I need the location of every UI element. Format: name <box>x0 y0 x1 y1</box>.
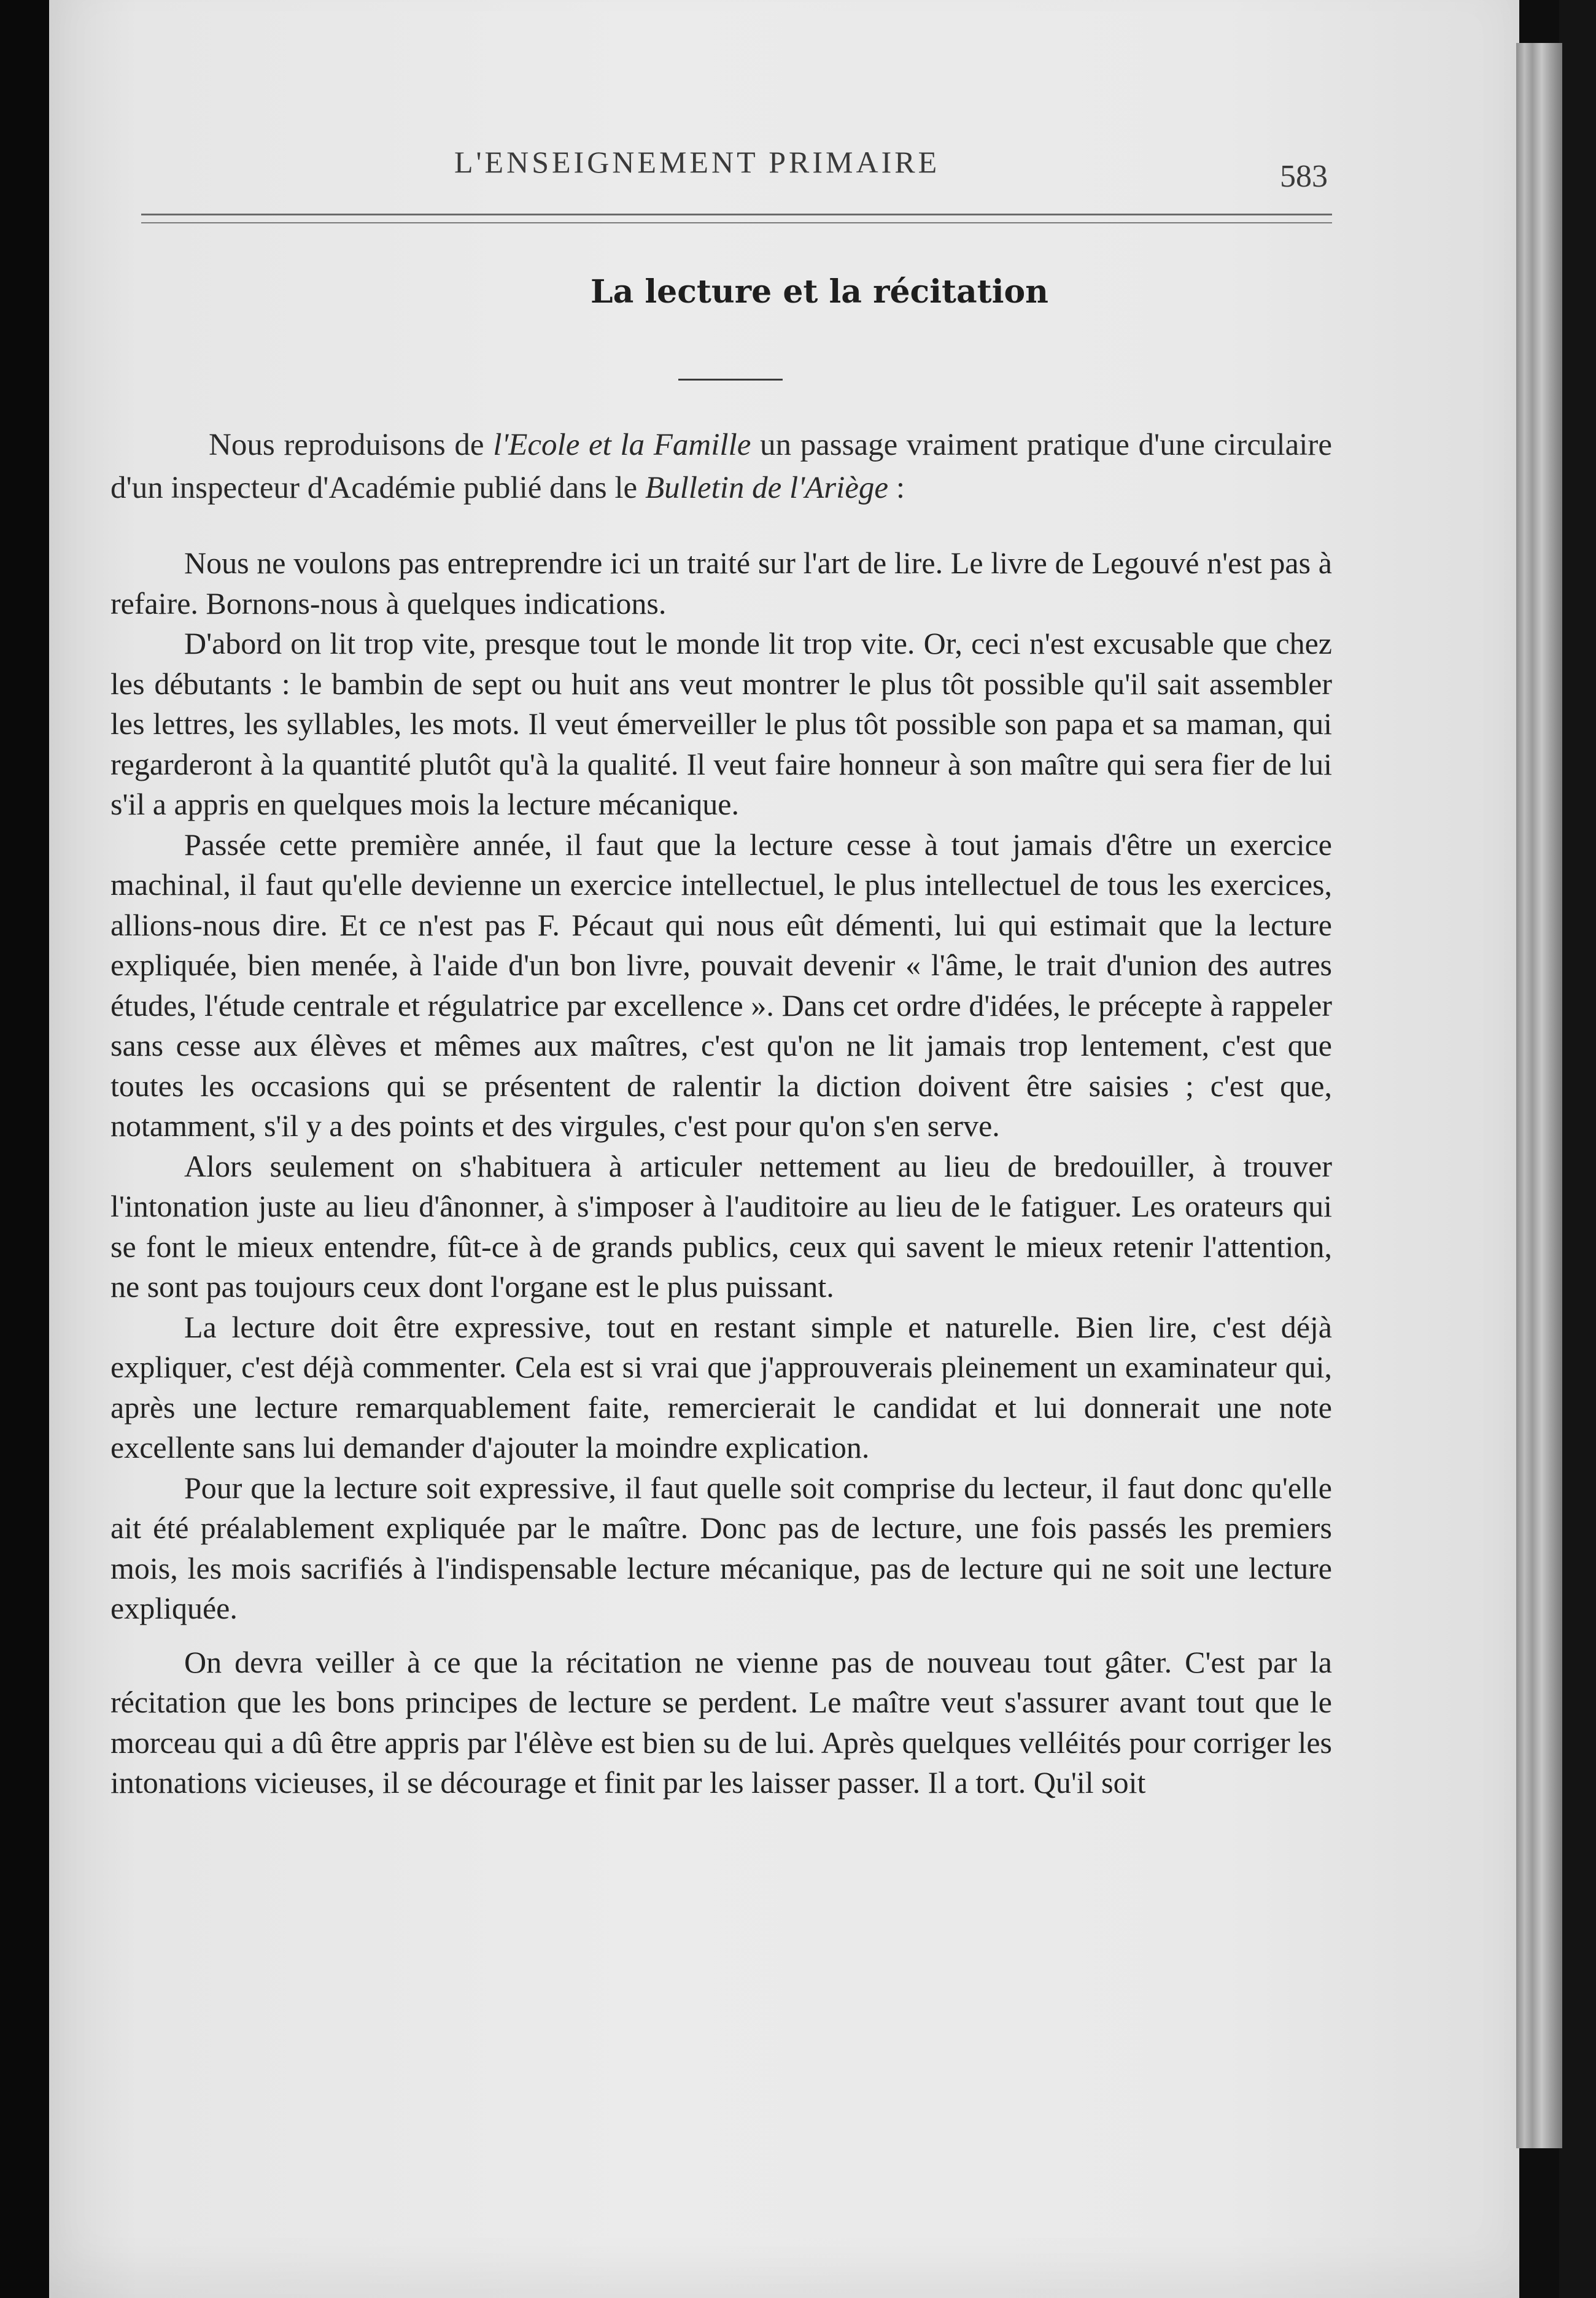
intro-text-2: un passage vraiment pratique d'une circulaire d'un inspecteur d'Académie publié dans le <box>110 428 1332 505</box>
paragraph: Passée cette première année, il faut que la lecture cesse à tout jamais d'être un exercice machinal, il faut qu'elle devienne un exercice intellectuel, le plus intellectuel de tous les exercices, allions-nous dire. Et ce n'est pas F. Pécaut qui nous eût démenti, lui qui estimait que la lecture expliquée, bien menée, à l'aide d'un bon livre, pouvait devenir « l'âme, le trait d'union des autres études, l'étude centrale et régulatrice par excellence ». Dans cet ordre d'idées, le précepte à rappeler sans cesse aux élèves et mêmes aux maîtres, c'est qu'on ne lit jamais trop lentement, c'est que toutes les occasions qui se présentent de ralentir la diction doivent être saisies ; c'est que, notamment, s'il y a des points et des virgules, c'est pour qu'on s'en serve. <box>110 827 1332 1143</box>
film-border-right <box>1559 0 1596 2298</box>
header-rule-second <box>141 222 1332 223</box>
article-body <box>110 543 1332 1803</box>
paragraph: Alors seulement on s'habituera à articuler nettement au lieu de bredouiller, à trouver l'intonation juste au lieu d'ânonner, à s'imposer à l'auditoire au lieu de le fatiguer. Les orateurs qui se font le mieux entendre, fût-ce à de grands publics, ceux qui savent le mieux retenir l'attention, ne sont pas toujours ceux dont l'organe est le plus puissant. <box>110 1148 1332 1304</box>
header-rule <box>141 214 1332 215</box>
paragraph: Pour que la lecture soit expressive, il faut quelle soit comprise du lecteur, il faut donc qu'elle ait été préalablement expliquée par le maître. Donc pas de lecture, une fois passés les premiers mois, les mois sacrifiés à l'indispensable lecture mécanique, pas de lecture qui ne soit une lecture expliquée. <box>110 1470 1332 1625</box>
paragraph: Nous ne voulons pas entreprendre ici un traité sur l'art de lire. Le livre de Legouvé n'est pas à refaire. Bornons-nous à quelques indications. <box>110 546 1332 621</box>
page-edge <box>1516 43 1562 2148</box>
intro-paragraph <box>110 424 1332 509</box>
intro-source-2: Bulletin de l'Ariège <box>645 471 889 505</box>
running-head: L'ENSEIGNEMENT PRIMAIRE <box>454 145 940 179</box>
film-border-left <box>0 0 49 2298</box>
article-title: La lecture et la récitation <box>591 273 1048 311</box>
title-rule <box>678 379 783 381</box>
paragraph: La lecture doit être expressive, tout en restant simple et naturelle. Bien lire, c'est déjà expliquer, c'est déjà commenter. Cela est si vrai que j'approuverais pleinement un examinateur qui, après une lecture remarquablement faite, remercierait le candidat et lui donnerait une note excellente sans lui demander d'ajouter la moindre explication. <box>110 1309 1332 1464</box>
page-number: 583 <box>1280 159 1328 194</box>
intro-text-1: Nous reproduisons de <box>209 428 494 462</box>
intro-source-1: l'Ecole et la Famille <box>493 428 751 462</box>
intro-text-3: : <box>888 471 905 505</box>
paragraph: On devra veiller à ce que la récitation ne vienne pas de nouveau tout gâter. C'est par la récitation que les bons principes de lecture se perdent. Le maître veut s'assurer avant tout que le morceau qui a dû être appris par l'élève est bien su de lui. Après quelques velléités pour corriger les intonations vicieuses, il se décourage et finit par les laisser passer. Il a tort. Qu'il soit <box>110 1644 1332 1800</box>
paragraph: D'abord on lit trop vite, presque tout le monde lit trop vite. Or, ceci n'est excusable que chez les débutants : le bambin de sept ou huit ans veut montrer le plus tôt possible qu'il sait assembler les lettres, les syllables, les mots. Il veut émerveiller le plus tôt possible son papa et sa maman, qui regarderont à la quantité plutôt qu'à la qualité. Il veut faire honneur à son maître qui sera fier de lui s'il a appris en quelques mois la lecture mécanique. <box>110 626 1332 821</box>
